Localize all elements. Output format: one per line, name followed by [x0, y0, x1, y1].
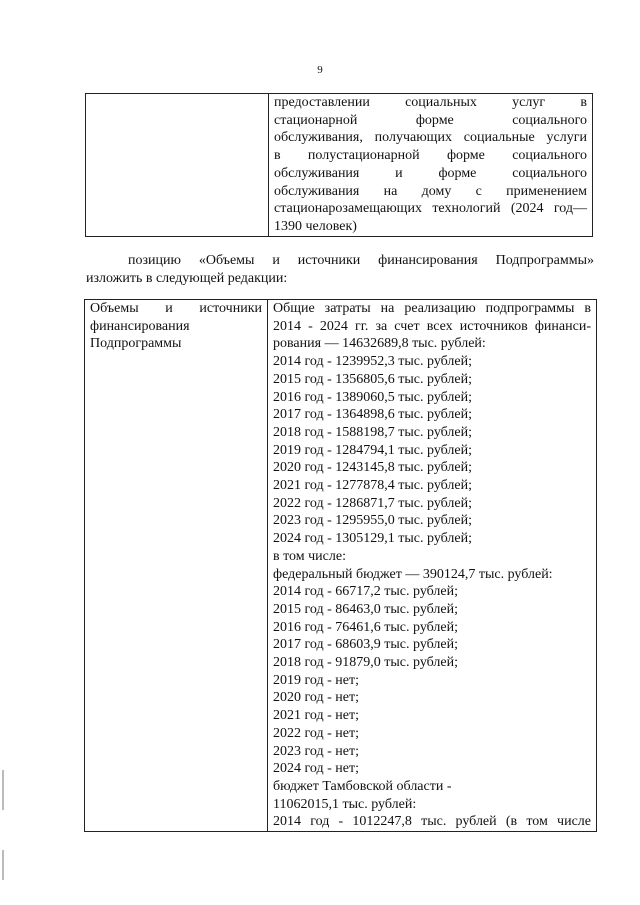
table-row: [86, 94, 593, 237]
description-cell: [269, 94, 593, 237]
funding-line: 2014 - 2024 гг. за счет всех источников финанси-: [273, 318, 591, 334]
scan-margin-mark: [2, 770, 4, 810]
funding-line: Общие затраты на реализацию подпрограммы в: [273, 301, 591, 316]
funding-line: 2018 год - 1588198,7 тыс. рублей;: [273, 424, 473, 440]
text-line: обслуживания, получающих социальные услуги: [274, 130, 587, 146]
label-cell: [85, 300, 268, 832]
funding-line: бюджет Тамбовской области -: [273, 778, 452, 794]
text-line: обслуживания на дому с применением: [274, 183, 587, 199]
funding-line: 2024 год - нет;: [273, 761, 359, 777]
funding-line: 2020 год - нет;: [273, 690, 359, 706]
funding-line: 11062015,1 тыс. рублей:: [273, 796, 417, 812]
funding-line: 2018 год - 91879,0 тыс. рублей;: [273, 655, 459, 671]
funding-line: 2021 год - нет;: [273, 708, 359, 724]
funding-line: рования — 14632689,8 тыс. рублей:: [273, 336, 486, 352]
funding-line: 2024 год - 1305129,1 тыс. рублей;: [273, 531, 473, 547]
paragraph-line: позицию «Объемы и источники финансирования Подпрограммы»: [128, 253, 594, 268]
text-line: 1390 человек): [274, 218, 357, 234]
funding-line: 2023 год - нет;: [273, 743, 359, 759]
funding-line: 2015 год - 1356805,6 тыс. рублей;: [273, 371, 473, 387]
funding-line: 2015 год - 86463,0 тыс. рублей;: [273, 601, 459, 617]
funding-line: 2014 год - 66717,2 тыс. рублей;: [273, 584, 459, 600]
label-line: Подпрограммы: [90, 336, 182, 352]
funding-line: 2014 год - 1012247,8 тыс. рублей (в том числе: [273, 814, 591, 830]
funding-line: 2019 год - 1284794,1 тыс. рублей;: [273, 442, 473, 458]
label-line: Объемы и источники: [90, 301, 262, 316]
continued-table: [85, 93, 593, 237]
funding-table: [84, 299, 597, 832]
funding-line: 2023 год - 1295955,0 тыс. рублей;: [273, 513, 473, 529]
text-line: в полустационарной форме социального: [274, 148, 587, 164]
amendment-paragraph: [86, 252, 594, 288]
funding-line: 2016 год - 76461,6 тыс. рублей;: [273, 619, 459, 635]
scan-margin-mark: [2, 850, 4, 880]
funding-line: 2017 год - 68603,9 тыс. рублей;: [273, 637, 459, 653]
label-line: финансирования: [90, 318, 190, 334]
funding-line: 2019 год - нет;: [273, 672, 359, 688]
funding-line: 2017 год - 1364898,6 тыс. рублей;: [273, 407, 473, 423]
paragraph-line: изложить в следующей редакции:: [86, 271, 288, 286]
empty-cell: [86, 94, 269, 237]
funding-line: федеральный бюджет — 390124,7 тыс. рублей:: [273, 566, 553, 582]
text-line: стационарозамещающих технологий (2024 год—: [274, 201, 587, 217]
funding-cell: [268, 300, 597, 832]
text-line: обслуживания и форме социального: [274, 165, 587, 181]
funding-line: 2016 год - 1389060,5 тыс. рублей;: [273, 389, 473, 405]
funding-line: 2014 год - 1239952,3 тыс. рублей;: [273, 354, 473, 370]
funding-line: 2022 год - 1286871,7 тыс. рублей;: [273, 495, 473, 511]
text-line: предоставлении социальных услуг в: [274, 95, 587, 110]
funding-line: в том числе:: [273, 548, 346, 564]
funding-line: 2022 год - нет;: [273, 725, 359, 741]
funding-line: 2020 год - 1243145,8 тыс. рублей;: [273, 460, 473, 476]
funding-line: 2021 год - 1277878,4 тыс. рублей;: [273, 478, 473, 494]
table-row: [85, 300, 597, 832]
page-number: 9: [317, 64, 323, 76]
text-line: стационарной форме социального: [274, 112, 587, 128]
